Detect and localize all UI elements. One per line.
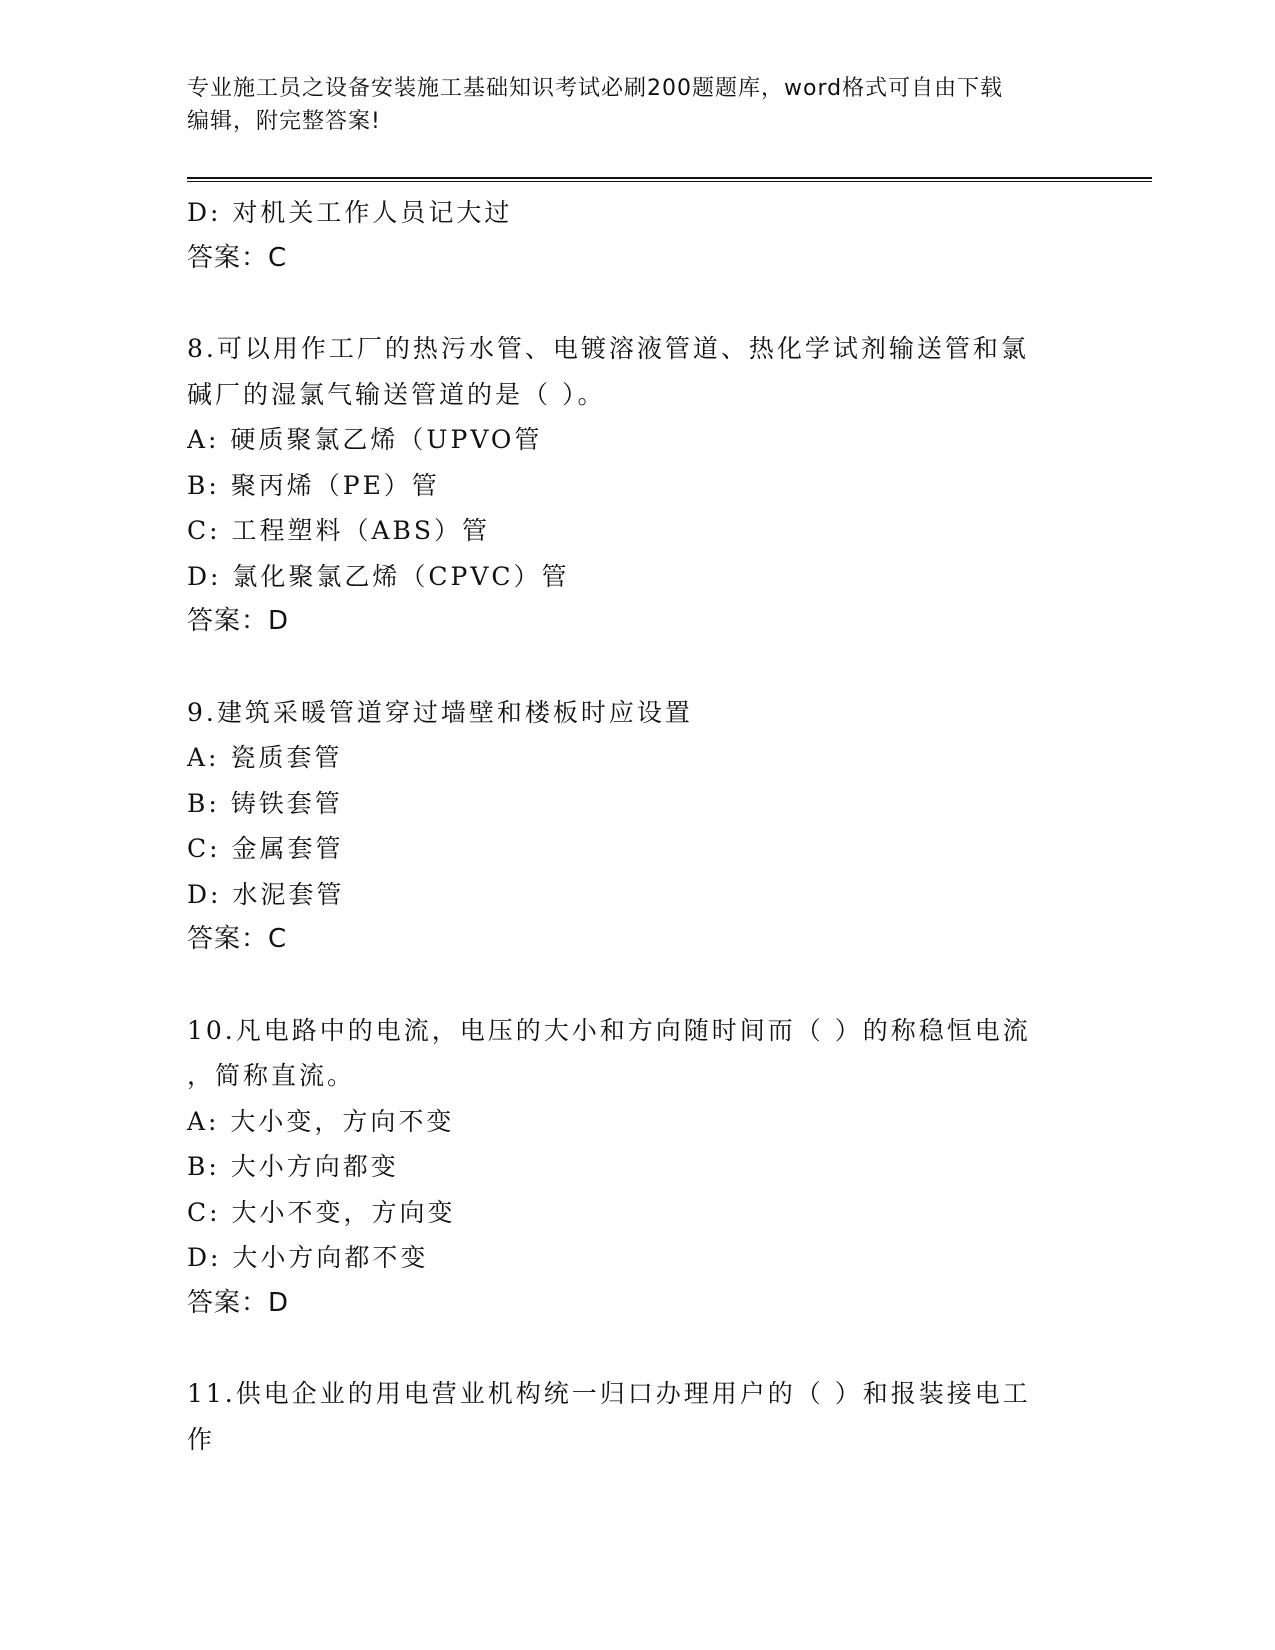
question-text: 8.可以用作工厂的热污水管、电镀溶液管道、热化学试剂输送管和氯: [187, 334, 1029, 363]
answer: 答案：D: [187, 606, 290, 636]
answer: 答案：D: [187, 1287, 290, 1318]
question-11: [187, 1371, 1067, 1462]
option-d: D: 对机关工作人员记大过: [187, 198, 513, 227]
header-line-2: 编辑，附完整答案!: [187, 109, 381, 134]
question-text: 11.供电企业的用电营业机构统一归口办理用户的（ ）和报装接电工: [187, 1379, 1031, 1408]
header-line-1: 专业施工员之设备安装施工基础知识考试必刷200题题库，word格式可自由下载: [187, 76, 1004, 101]
option-a: A: 瓷质套管: [187, 743, 343, 772]
question-text: 9.建筑采暖管道穿过墙壁和楼板时应设置: [187, 697, 693, 727]
option-d: D: 氯化聚氯乙烯（CPVC）管: [187, 561, 570, 591]
question-text-cont: 作: [187, 1424, 216, 1454]
document-body: [187, 190, 1067, 1462]
answer: 答案：C: [187, 242, 288, 273]
question-7-tail: [187, 190, 1067, 281]
document-header: [187, 72, 1077, 138]
option-c: C: 大小不变，方向变: [187, 1197, 456, 1227]
question-10: [187, 1008, 1067, 1327]
option-b: B: 聚丙烯（PE）管: [187, 470, 440, 500]
option-c: C: 金属套管: [187, 834, 344, 863]
option-d: D: 大小方向都不变: [187, 1243, 429, 1272]
option-b: B: 铸铁套管: [187, 788, 343, 818]
option-a: A: 硬质聚氯乙烯（UPVO管: [187, 425, 543, 454]
question-text-cont: ，简称直流。: [187, 1061, 356, 1090]
question-text: 10.凡电路中的电流，电压的大小和方向随时间而（ ）的称稳恒电流: [187, 1015, 1031, 1045]
option-b: B: 大小方向都变: [187, 1152, 399, 1181]
question-text-cont: 碱厂的湿氯气输送管道的是（ ）。: [187, 379, 606, 409]
header-divider: [187, 177, 1152, 182]
question-9: [187, 690, 1067, 963]
option-c: C: 工程塑料（ABS）管: [187, 516, 491, 545]
option-a: A: 大小变，方向不变: [187, 1106, 455, 1136]
option-d: D: 水泥套管: [187, 879, 345, 909]
answer: 答案：C: [187, 924, 288, 954]
question-8: [187, 326, 1067, 645]
